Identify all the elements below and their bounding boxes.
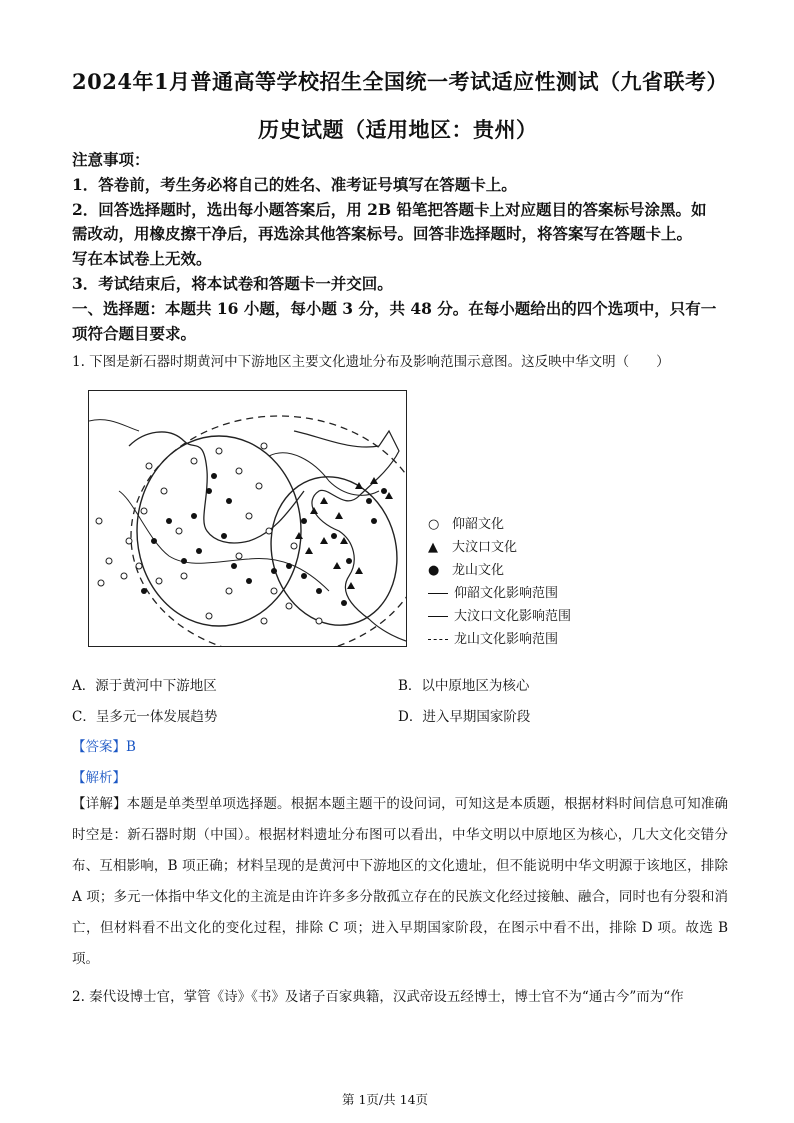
note-item-1: 1．答卷前，考生务必将自己的姓名、准考证号填写在答题卡上。 xyxy=(72,175,517,194)
solid-line-icon xyxy=(428,616,448,617)
longshan-site xyxy=(331,533,337,539)
legend-label: 龙山文化 xyxy=(452,563,505,578)
longshan-site xyxy=(271,568,277,574)
legend-label: 大汶口文化 xyxy=(452,540,518,555)
yangshao-site xyxy=(226,588,232,594)
exam-title: 2024年1月普通高等学校招生全国统一考试适应性测试（九省联考） xyxy=(72,69,729,94)
dawenkou-site xyxy=(355,482,363,489)
yangshao-range xyxy=(137,436,301,626)
section-heading-line1: 一、选择题：本题共 16 小题，每小题 3 分，共 48 分。在每小题给出的四个选项中，只有一 xyxy=(72,299,717,318)
inner-coast xyxy=(89,420,139,431)
yangshao-site xyxy=(271,588,277,594)
yangshao-site xyxy=(286,603,292,609)
legend-yangshao-range xyxy=(428,582,558,601)
option-d: D．进入早期国家阶段 xyxy=(398,709,531,725)
yangshao-site xyxy=(161,488,167,494)
map-drawing xyxy=(89,391,406,646)
yangshao-site xyxy=(121,573,127,579)
longshan-site xyxy=(346,558,352,564)
dawenkou-site xyxy=(310,507,318,514)
page-number: 第 1页/共 14页 xyxy=(342,1092,429,1107)
yangshao-site xyxy=(206,613,212,619)
note-item-3: 3．考试结束后，将本试卷和答题卡一并交回。 xyxy=(72,274,393,293)
yangshao-site xyxy=(181,573,187,579)
dawenkou-site xyxy=(320,497,328,504)
longshan-site xyxy=(381,488,387,494)
yangshao-site xyxy=(246,513,252,519)
longshan-site xyxy=(141,588,147,594)
yangshao-site xyxy=(96,518,102,524)
longshan-site xyxy=(366,498,372,504)
exam-subtitle: 历史试题（适用地区：贵州） xyxy=(258,117,538,142)
legend-label: 仰韶文化影响范围 xyxy=(454,586,559,601)
question-1-stem: 1. 下图是新石器时期黄河中下游地区主要文化遗址分布及影响范围示意图。这反映中华文明（ ） xyxy=(72,354,670,370)
dawenkou-site xyxy=(385,492,393,499)
triangle-icon: ▲ xyxy=(428,540,438,555)
yangshao-site xyxy=(261,443,267,449)
legend-dawenkou-range xyxy=(428,605,571,624)
longshan-site xyxy=(316,588,322,594)
yangshao-site xyxy=(98,580,104,586)
longshan-site xyxy=(286,563,292,569)
dawenkou-site xyxy=(355,567,363,574)
longshan-site xyxy=(166,518,172,524)
note-item-2-line2: 需改动，用橡皮擦干净后，再选涂其他答案标号。回答非选择题时，将答案写在答题卡上。 xyxy=(72,224,693,243)
dawenkou-site xyxy=(320,537,328,544)
longshan-site xyxy=(231,563,237,569)
longshan-site xyxy=(196,548,202,554)
yangshao-site xyxy=(141,508,147,514)
longshan-site xyxy=(301,573,307,579)
option-c: C．呈多元一体发展趋势 xyxy=(72,709,218,725)
yangshao-site xyxy=(316,618,322,624)
dawenkou-site xyxy=(370,477,378,484)
longshan-site xyxy=(211,473,217,479)
yangshao-site xyxy=(106,558,112,564)
legend-label: 仰韶文化 xyxy=(452,517,505,532)
hollow-circle-icon: ○ xyxy=(428,517,440,532)
yangshao-site xyxy=(266,528,272,534)
longshan-site xyxy=(246,578,252,584)
yangshao-site xyxy=(261,618,267,624)
yangshao-site xyxy=(136,563,142,569)
legend-dawenkou xyxy=(428,536,517,555)
solid-line-icon xyxy=(428,593,448,594)
yangshao-site xyxy=(146,463,152,469)
analysis-label: 【解析】 xyxy=(72,770,126,786)
dawenkou-site xyxy=(305,547,313,554)
dawenkou-site xyxy=(333,562,341,569)
note-item-2-line1: 2．回答选择题时，选出每小题答案后，用 2B 铅笔把答题卡上对应题目的答案标号涂黑。如 xyxy=(72,200,707,219)
legend-longshan xyxy=(428,559,504,578)
legend-yangshao xyxy=(428,513,504,532)
note-item-2-line3: 写在本试卷上无效。 xyxy=(72,249,212,268)
longshan-site xyxy=(341,600,347,606)
filled-circle-icon: ● xyxy=(428,563,440,578)
yangshao-site xyxy=(216,448,222,454)
longshan-site xyxy=(191,513,197,519)
longshan-site xyxy=(371,518,377,524)
dawenkou-site xyxy=(347,582,355,589)
longshan-site xyxy=(206,488,212,494)
question-2-stem: 2. 秦代设博士官，掌管《诗》《书》及诸子百家典籍，汉武帝设五经博士，博士官不为“通古今”而为“作 xyxy=(72,989,684,1005)
longshan-site xyxy=(226,498,232,504)
dashed-line-icon xyxy=(428,639,448,640)
yangshao-site xyxy=(236,468,242,474)
yangshao-site xyxy=(256,483,262,489)
yangshao-site xyxy=(156,578,162,584)
legend-label: 大汶口文化影响范围 xyxy=(454,609,572,624)
answer-label: 【答案】B xyxy=(72,739,136,755)
detail-explanation: 【详解】本题是单类型单项选择题。根据本题主题干的设问词，可知这是本质题，根据材料时间信息可知准确时空是：新石器时期（中国）。根据材料遗址分布图可以看出，中华文明以中原地区为核心，几大文化交错分布、互相影响，B 项正确；材料呈现的是黄河中下游地区的文化遗址，但不能说明中华文明源于该地区，排除 A 项；多元一体指中华文化的主流是由许许多多分散孤立存在的民族文化经过接触、融合，同时也有分裂和消亡，但材料看不出文化的变化过程，排除 C 项；进入早期国家阶段，在图示中看不出，排除 D 项。故选 B 项。 xyxy=(72,796,728,967)
yangshao-site xyxy=(126,538,132,544)
longshan-site xyxy=(301,518,307,524)
dawenkou-site xyxy=(295,532,303,539)
longshan-site xyxy=(151,538,157,544)
notes-heading: 注意事项： xyxy=(72,150,150,169)
legend-label: 龙山文化影响范围 xyxy=(454,632,559,647)
yangshao-site xyxy=(176,528,182,534)
longshan-site xyxy=(221,533,227,539)
option-a: A．源于黄河中下游地区 xyxy=(72,678,217,694)
dawenkou-site xyxy=(335,512,343,519)
longshan-site xyxy=(181,558,187,564)
culture-distribution-map xyxy=(88,390,407,647)
yangshao-site xyxy=(291,543,297,549)
legend-longshan-range xyxy=(428,628,558,647)
section-heading-line2: 项符合题目要求。 xyxy=(72,324,197,343)
yangshao-site xyxy=(236,553,242,559)
yangshao-site xyxy=(191,458,197,464)
option-b: B．以中原地区为核心 xyxy=(398,678,530,694)
